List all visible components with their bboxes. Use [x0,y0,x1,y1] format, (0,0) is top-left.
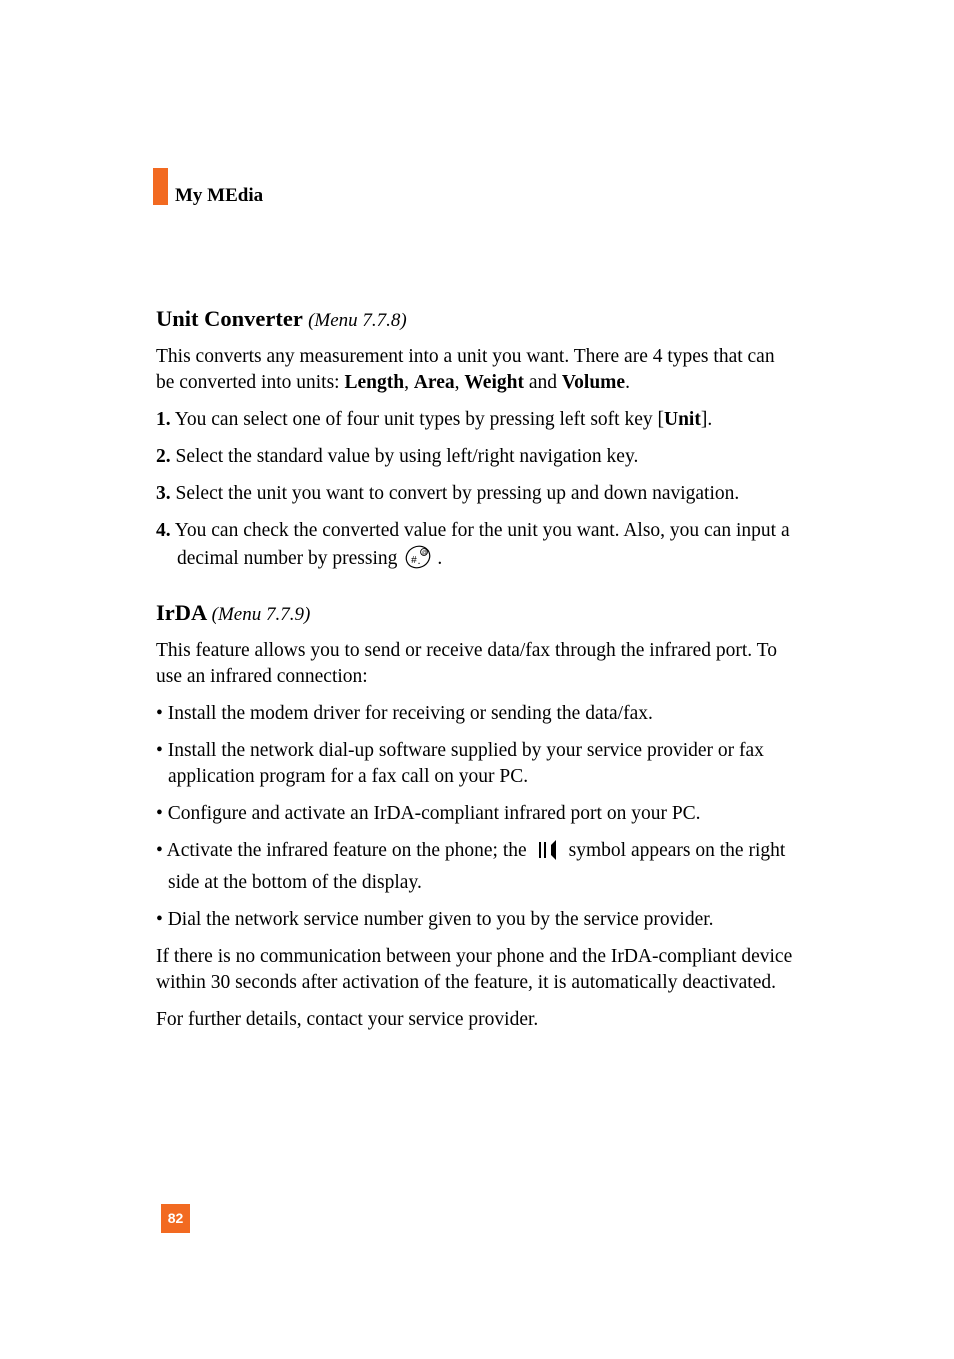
step-item [156,407,796,433]
step-text: ]. [700,409,713,430]
hash-key-icon [403,544,435,578]
bullet-item: • Dial the network service number given to you by the service provider. [156,909,714,930]
unit-converter-heading [156,304,796,336]
step-text: Select the standard value by using left/right navigation key. [170,446,639,467]
unit-type-weight: Weight [464,372,524,393]
page-content [156,304,796,1033]
infrared-status-icon [537,838,559,870]
irda-further-details: For further details, contact your service provider. [156,1009,539,1030]
bullet-text: • Activate the infrared feature on the phone; the [156,840,527,861]
step-text: You can select one of four unit types by pressing left soft key [ [170,409,664,430]
step-text: Select the unit you want to convert by pressing up and down navigation. [170,483,740,504]
unit-type-area: Area [413,372,455,393]
svg-text:.: . [417,555,421,567]
irda-title: IrDA [156,600,206,625]
page-number-badge: 82 [161,1204,190,1233]
bullet-item: • Install the network dial-up software supplied by your service provider or fax application program for a fax call on your PC. [156,740,764,787]
bullet-item: • Configure and activate an IrDA-compliant infrared port on your PC. [156,803,701,824]
bullet-item [156,838,796,896]
irda-menu-ref: (Menu 7.7.9) [211,604,311,625]
period: . [625,372,630,393]
step-item [156,481,796,507]
unit-converter-intro [156,344,796,396]
step-number: 1. [156,409,171,430]
unit-converter-menu-ref: (Menu 7.7.8) [308,310,407,331]
step-number: 4. [156,520,171,541]
section-header-title: My MEdia [175,185,264,206]
step-item [156,444,796,470]
step-text: . [437,548,443,569]
irda-closing-paragraph: If there is no communication between your phone and the IrDA-compliant device within 30 seconds after activation of the feature, it is automatically deactivated. [156,946,793,993]
step-item [156,518,796,578]
irda-intro: This feature allows you to send or receive data/fax through the infrared port. To use an infrared connection: [156,640,777,687]
svg-text:@: @ [422,550,428,556]
section-accent-bar [153,168,168,205]
unit-type-volume: Volume [561,372,626,393]
conjunction: and [523,372,562,393]
intro-text: This converts any measurement into a unit you want. There are 4 types that can be converted into units: [156,346,775,393]
svg-text:#: # [411,555,417,566]
bullet-text: symbol appears on the right side at the bottom of the display. [168,840,786,893]
bullet-item: • Install the modem driver for receiving or sending the data/fax. [156,703,653,724]
unit-type-length: Length [344,372,405,393]
separator: , [404,372,414,393]
step-number: 3. [156,483,171,504]
step-text: You can check the converted value for the unit you want. Also, you can input a decimal number by pressing [170,520,790,569]
unit-converter-title: Unit Converter [156,306,303,331]
step-number: 2. [156,446,171,467]
unit-key-label: Unit [664,409,701,430]
separator: , [454,372,465,393]
irda-heading [156,598,796,630]
